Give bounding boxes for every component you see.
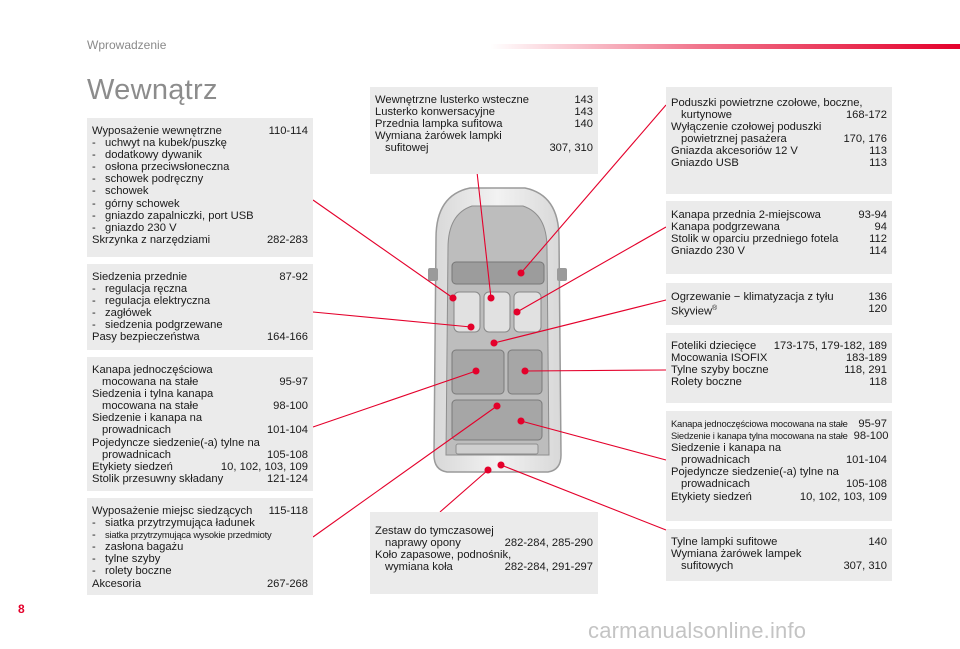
page-ref: 98-100 — [273, 400, 308, 413]
text-line: Zestaw do tymczasowej — [375, 525, 494, 537]
list-item: tylne szyby — [105, 553, 161, 566]
page-ref: 282-283 — [266, 233, 308, 246]
text-line: Tylne lampki sufitowe — [671, 536, 778, 548]
list-item: gniazdo zapalniczki, port USB — [105, 209, 254, 222]
text-line: Rolety boczne — [671, 376, 742, 389]
page-ref: 112 — [869, 233, 887, 246]
page-ref: 101-104 — [845, 454, 887, 467]
page-ref: 168-172 — [845, 109, 887, 122]
child-seats-box — [666, 333, 892, 403]
list-item: siedzenia podgrzewane — [105, 319, 223, 332]
text-line: Ogrzewanie − klimatyzacja z tyłu — [671, 291, 834, 303]
page-ref: 105-108 — [266, 448, 308, 461]
registered-mark: ® — [712, 305, 718, 313]
front-seats-box: Siedzenia przednie 87-92 - regulacja ręczna - regulacja elektryczna - zagłówek - siedzenia podgrzewane Pasy bezpieczeństwa 164-166 — [87, 264, 313, 350]
page-ref: 307, 310 — [549, 142, 593, 155]
text-line: Stolik w oparciu przedniego fotela — [671, 233, 839, 246]
list-item: rolety boczne — [105, 565, 172, 578]
page-ref: 93-94 — [858, 209, 887, 221]
text-line: Kanapa przednia 2-miejscowa — [671, 209, 821, 221]
page-ref: 94 — [874, 221, 887, 234]
box-title: Wyposażenie miejsc siedzących — [92, 505, 253, 517]
list-item: regulacja elektryczna — [105, 295, 211, 308]
page-ref: 118, 291 — [844, 364, 887, 377]
page-ref: 136 — [868, 291, 887, 303]
text-line: Gniazdo 230 V — [671, 245, 746, 258]
text-line: prowadnicach — [102, 448, 172, 461]
box-footer: Skrzynka z narzędziami — [92, 233, 211, 246]
box-title: Wyposażenie wewnętrzne — [92, 125, 222, 137]
page-ref: 118 — [869, 376, 887, 389]
list-item: dodatkowy dywanik — [105, 149, 203, 162]
page-ref: 115-118 — [268, 505, 308, 517]
text-line: Stolik przesuwny składany — [92, 472, 224, 485]
page-ref: 140 — [868, 536, 887, 548]
text-line: sufitowych — [681, 560, 734, 573]
text-line: Siedzenie i kanapa na — [671, 442, 782, 455]
text-line: mocowana na stałe — [102, 376, 199, 389]
list-item: regulacja ręczna — [105, 283, 188, 296]
rear-lamp-box — [666, 529, 892, 581]
right-mirror — [557, 268, 567, 281]
text-line: Kanapa jednoczęściowa — [92, 364, 213, 376]
page-ref: 143 — [574, 106, 593, 119]
rear-seats-right-box — [666, 411, 892, 521]
page-ref: 143 — [574, 94, 593, 106]
page-ref: 98-100 — [853, 430, 889, 443]
box-title: Siedzenia przednie — [92, 271, 188, 283]
front-bench-box — [666, 201, 892, 274]
page-ref: 105-108 — [845, 478, 887, 491]
page-ref: 164-166 — [266, 331, 308, 344]
text-line: Siedzenia i tylna kanapa — [92, 388, 214, 401]
watermark: carmanualsonline.info — [588, 618, 807, 643]
list-item: osłona przeciwsłoneczna — [105, 161, 230, 174]
text-line: Kanapa podgrzewana — [671, 221, 780, 234]
text-line: Foteliki dziecięce — [671, 340, 757, 352]
box-footer: Pasy bezpieczeństwa — [92, 331, 200, 344]
page-ref: 170, 176 — [843, 133, 887, 146]
text-line: wymiana koła — [385, 561, 453, 574]
text-line: Etykiety siedzeń — [92, 460, 173, 473]
page-ref: 95-97 — [858, 418, 887, 430]
section-label: Wprowadzenie — [87, 38, 167, 52]
list-item: schowek podręczny — [105, 173, 204, 186]
text-line: Siedzenie i kanapa tylna mocowana na stałe — [671, 430, 848, 442]
text-line: Wyłączenie czołowej poduszki — [671, 121, 822, 134]
text-line: prowadnicach — [681, 478, 751, 491]
text-line: Tylne szyby boczne — [671, 364, 769, 377]
text-line: sufitowej — [385, 142, 429, 155]
page-ref: 183-189 — [845, 352, 887, 365]
text-line: Etykiety siedzeń — [671, 490, 752, 503]
text-line: Wymiana żarówek lampki — [375, 130, 502, 143]
list-item: zagłówek — [105, 307, 152, 320]
page-number: 8 — [18, 602, 25, 616]
seating-equipment-box: Wyposażenie miejsc siedzących 115-118 - siatka przytrzymująca ładunek - siatka przytrzymująca wysokie przedmioty - zasłona bagażu - tylne szyby - rolety boczne Akcesoria 267-268 — [87, 498, 313, 595]
page-ref: 113 — [869, 157, 887, 170]
box-footer: Akcesoria — [92, 577, 142, 590]
text-line: prowadnicach — [102, 424, 172, 437]
text-line: Pojedyncze siedzenie(-a) tylne na — [92, 436, 260, 449]
page-ref: 110-114 — [268, 125, 308, 137]
page-ref: 267-268 — [266, 577, 308, 590]
dashboard — [452, 262, 544, 284]
mirror-lamp-box — [370, 87, 598, 174]
text-line: Wymiana żarówek lampek — [671, 548, 802, 561]
text-line: Koło zapasowe, podnośnik, — [375, 549, 512, 562]
page-ref: 10, 102, 103, 109 — [799, 490, 887, 503]
text-line: Poduszki powietrzne czołowe, boczne, — [671, 97, 863, 109]
text-line: Gniazdo USB — [671, 157, 739, 170]
page-ref: 121-124 — [266, 472, 308, 485]
text-line: Pojedyncze siedzenie(-a) tylne na — [671, 466, 839, 479]
page-title: Wewnątrz — [87, 74, 218, 106]
page-ref: 140 — [574, 118, 593, 131]
list-item: górny schowek — [105, 197, 180, 210]
text-line: kurtynowe — [681, 109, 732, 122]
airbags-box — [666, 87, 892, 194]
page-ref: 114 — [869, 245, 887, 258]
text-line: naprawy opony — [385, 537, 461, 550]
text-line: Mocowania ISOFIX — [671, 352, 768, 365]
text-line: prowadnicach — [681, 454, 751, 467]
list-item: siatka przytrzymująca wysokie przedmioty — [105, 529, 272, 541]
cargo-area — [456, 444, 538, 454]
page-ref: 307, 310 — [843, 560, 887, 573]
interior-equipment-box: Wyposażenie wewnętrzne 110-114 - uchwyt na kubek/puszkę - dodatkowy dywanik - osłona przeciwsłoneczna - schowek podręczny - schowek - górny schowek - gniazdo zapalniczki, port USB - gniazdo 230 V Skrzynka z narzędziami 282-283 — [87, 118, 313, 257]
rear-seats-box — [87, 357, 313, 491]
list-item: uchwyt na kubek/puszkę — [105, 137, 227, 150]
text-line: Wewnętrzne lusterko wsteczne — [375, 94, 529, 106]
text-line: Gniazda akcesoriów 12 V — [671, 145, 798, 158]
page-ref: 87-92 — [279, 271, 308, 283]
text-line: Siedzenie i kanapa na — [92, 412, 203, 425]
page-ref: 173-175, 179-182, 189 — [773, 340, 887, 352]
page-ref: 282-284, 285-290 — [504, 537, 593, 550]
text-line: mocowana na stałe — [102, 400, 199, 413]
left-mirror — [428, 268, 438, 281]
page-ref: 113 — [869, 145, 887, 158]
page-ref: 101-104 — [266, 424, 308, 437]
page-ref: 10, 102, 103, 109 — [220, 460, 308, 473]
page-ref: 282-284, 291-297 — [504, 561, 593, 574]
repair-kit-box — [370, 512, 598, 594]
text-line: Lusterko konwersacyjne — [375, 106, 496, 119]
list-item: gniazdo 230 V — [105, 221, 177, 234]
list-item: siatka przytrzymująca ładunek — [105, 517, 255, 530]
text-line: powietrznej pasażera — [681, 133, 787, 146]
list-item: schowek — [105, 185, 149, 198]
text-line: Skyview — [671, 305, 713, 318]
page-ref: 120 — [868, 303, 887, 316]
page-ref: 95-97 — [279, 376, 308, 389]
list-item: zasłona bagażu — [105, 541, 184, 554]
heating-box — [666, 283, 892, 325]
text-line: Przednia lampka sufitowa — [375, 118, 503, 131]
text-line: Kanapa jednoczęściowa mocowana na stałe — [671, 418, 848, 429]
